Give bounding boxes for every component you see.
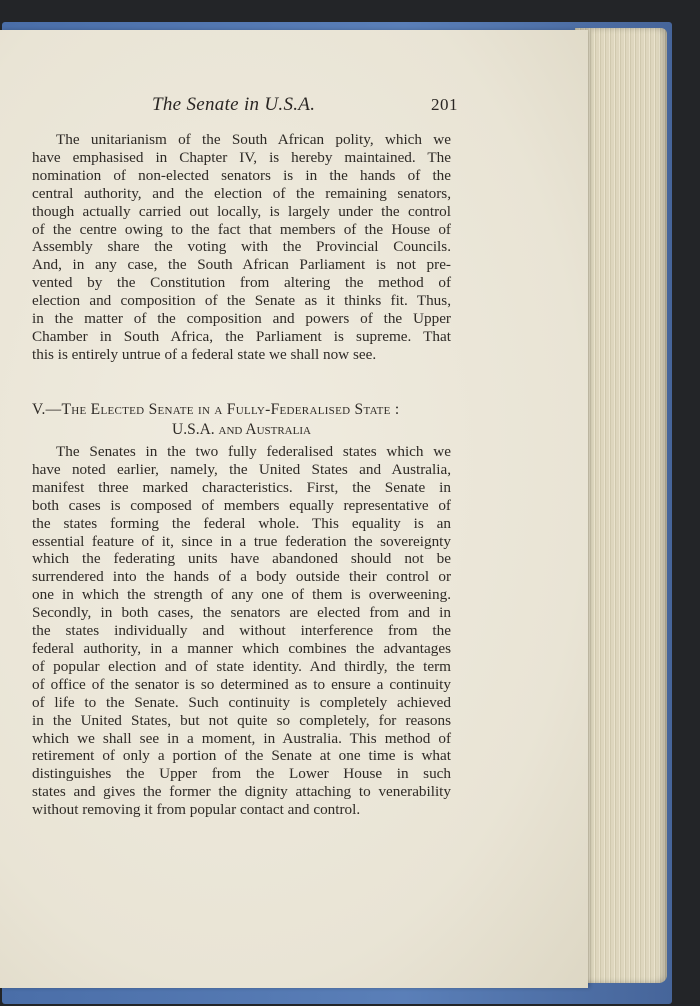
text-line: federal authority, in a manner which combines the advantages — [32, 639, 451, 657]
text-line: the states individually and without interference from the — [32, 622, 451, 640]
text-line: The Senates in the two fully federalised states which we — [56, 443, 451, 460]
text-line: of popular election and of state identity. And thirdly, the term — [32, 657, 451, 675]
text-line: And, in any case, the South African Parliament is not pre- — [32, 256, 451, 274]
text-line: distinguishes the Upper from the Lower House in such — [32, 765, 451, 783]
text-line: both cases is composed of members equally representative of — [32, 496, 451, 514]
text-line: in the United States, but not quite so completely, for reasons — [32, 711, 451, 729]
page-edges — [575, 28, 667, 983]
text-line: without removing it from popular contact and control. — [32, 801, 361, 819]
text-line: retirement of only a portion of the Senate at one time is what — [32, 747, 451, 765]
text-line: manifest three marked characteristics. First, the Senate in — [32, 478, 451, 496]
text-line: have noted earlier, namely, the United States and Australia, — [32, 460, 451, 478]
text-line: surrendered into the hands of a body outside their control or — [32, 568, 451, 586]
text-line: this is entirely untrue of a federal state we shall now see. — [32, 345, 377, 363]
text-line: Chamber in South Africa, the Parliament is supreme. That — [32, 327, 451, 345]
running-head-title: The Senate in U.S.A. — [152, 94, 316, 115]
text-line: one in which the strength of any one of them is overweening. — [32, 586, 451, 604]
section-heading — [32, 400, 451, 440]
section-heading-line: V.—The Elected Senate in a Fully-Federalised State : — [32, 401, 400, 418]
text-line: states and gives the former the dignity attaching to venerability — [32, 783, 451, 801]
text-line: of office of the senator is so determined as to ensure a continuity — [32, 675, 451, 693]
page-number: 201 — [431, 95, 458, 114]
text-line: of life to the Senate. Such continuity is completely achieved — [32, 693, 451, 711]
text-line: The unitarianism of the South African polity, which we — [56, 131, 451, 148]
text-line: central authority, and the election of the remaining senators, — [32, 184, 451, 202]
text-line: though actually carried out locally, is largely under the control — [32, 202, 451, 220]
text-line: of the centre owing to the fact that members of the House of — [32, 220, 451, 238]
text-line: have emphasised in Chapter IV, is hereby maintained. The — [32, 148, 451, 166]
text-line: election and composition of the Senate as it thinks fit. Thus, — [32, 292, 451, 310]
text-line: nomination of non-elected senators is in the hands of the — [32, 166, 451, 184]
running-head — [152, 94, 458, 118]
paragraph-2 — [32, 443, 451, 819]
text-line: essential feature of it, since in a true federation the sovereignty — [32, 532, 451, 550]
text-line: Assembly share the voting with the Provincial Councils. — [32, 238, 451, 256]
text-line: vented by the Constitution from altering the method of — [32, 274, 451, 292]
text-line: which we shall see in a moment, in Australia. This method of — [32, 729, 451, 747]
text-line: which the federating units have abandoned should not be — [32, 550, 451, 568]
text-line: the states forming the federal whole. This equality is an — [32, 514, 451, 532]
paragraph-1 — [32, 131, 451, 364]
section-heading-line: U.S.A. and Australia — [172, 421, 311, 438]
text-line: in the matter of the composition and powers of the Upper — [32, 310, 451, 328]
text-line: Secondly, in both cases, the senators are elected from and in — [32, 604, 451, 622]
